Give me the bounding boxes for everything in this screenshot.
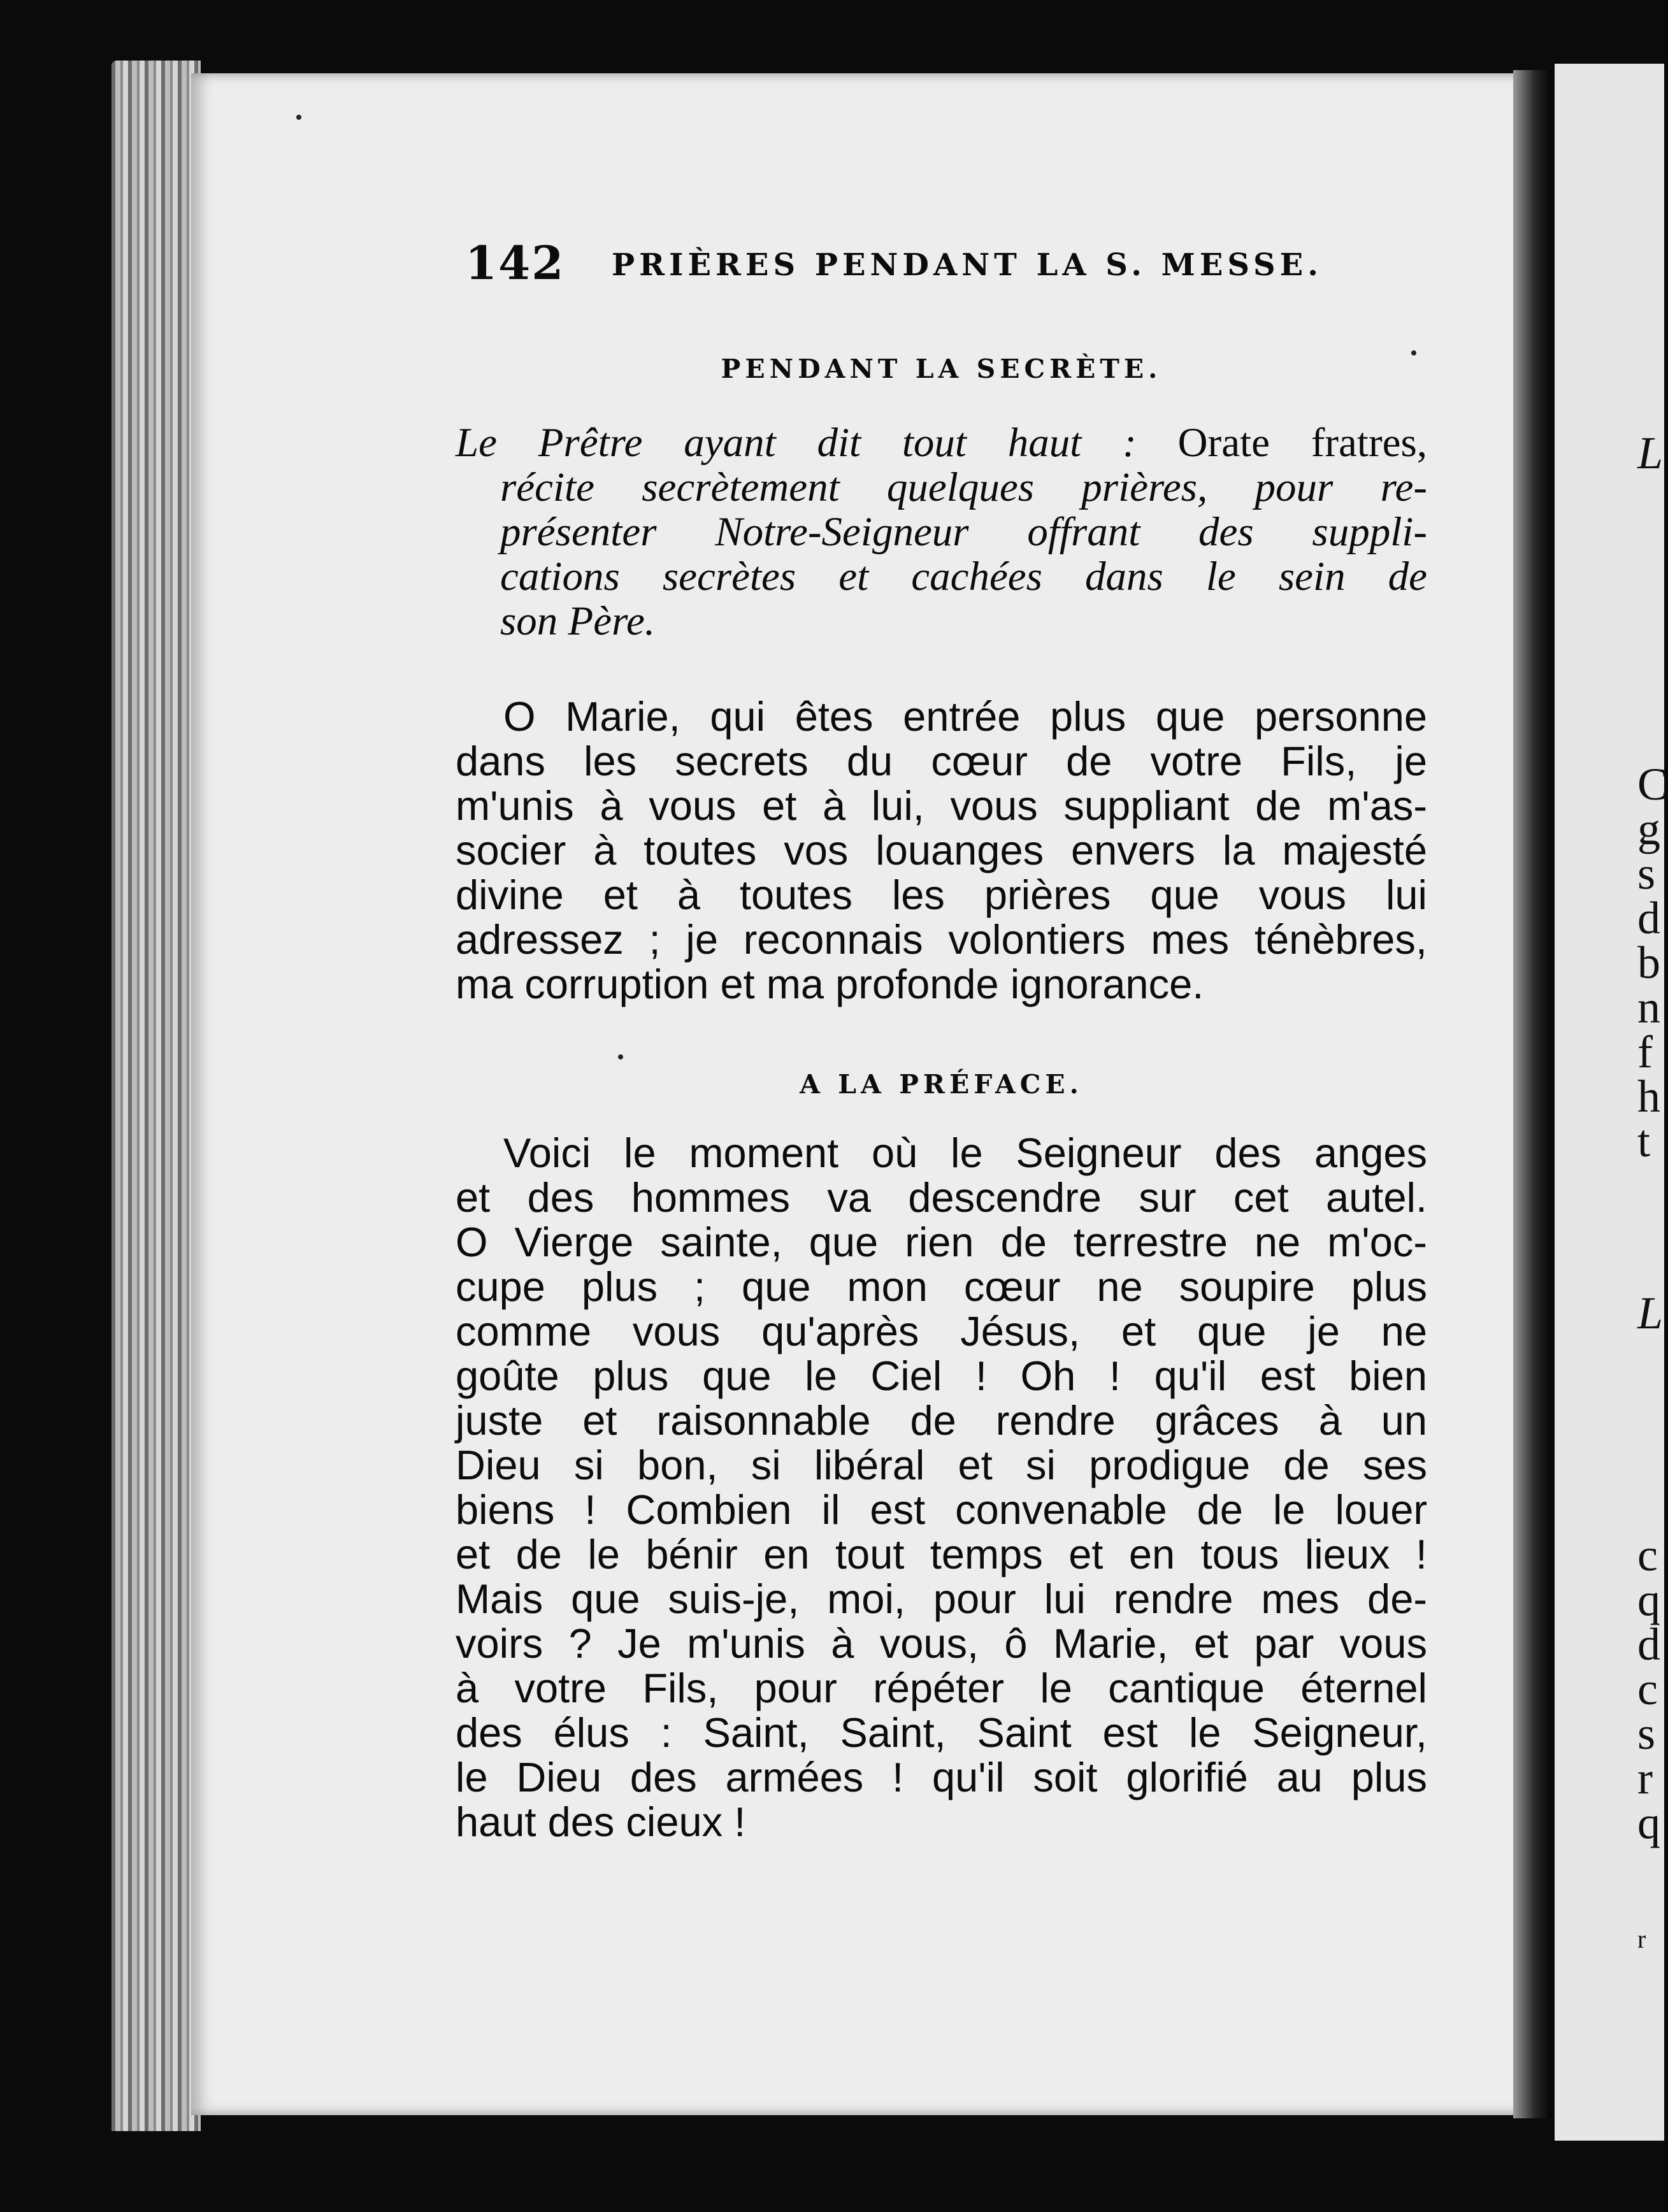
prayer-line: adressez ; je reconnais volontiers mes ténèbres,: [456, 916, 1427, 963]
prayer-line: cupe plus ; que mon cœur ne soupire plus: [456, 1263, 1427, 1310]
section-heading-secrete: PENDANT LA SECRÈTE.: [721, 354, 1162, 384]
facing-letter: c: [1637, 1530, 1658, 1581]
rubric-line: récite secrètement quelques prières, pour re-: [500, 464, 1427, 510]
facing-letter: q: [1637, 1797, 1660, 1848]
facing-letter: d: [1637, 1619, 1660, 1670]
prayer-line: Dieu si bon, si libéral et si prodigue de ses: [456, 1442, 1427, 1488]
prayer-line: juste et raisonnable de rendre grâces à un: [456, 1397, 1427, 1444]
prayer-line: ma corruption et ma profonde ignorance.: [456, 961, 1204, 1007]
prayer-line: et de le bénir en tout temps et en tous lieux !: [456, 1531, 1427, 1577]
facing-letter: f: [1637, 1026, 1653, 1077]
prayer-line: à votre Fils, pour répéter le cantique éternel: [456, 1665, 1427, 1711]
prayer-line: haut des cieux !: [456, 1799, 746, 1845]
page-number: 142: [465, 236, 565, 290]
prayer-secrete: [456, 694, 1427, 1007]
facing-letter: q: [1637, 1574, 1660, 1625]
rubric-roman: Orate fratres,: [1177, 420, 1427, 466]
prayer-line: goûte plus que le Ciel ! Oh ! qu'il est bien: [456, 1353, 1427, 1399]
facing-letter: r: [1637, 1925, 1646, 1953]
prayer-line: voirs ? Je m'unis à vous, ô Marie, et par vous: [456, 1620, 1427, 1667]
rubric-italic: Le Prêtre ayant dit tout haut :: [456, 420, 1178, 466]
prayer-line: O Marie, qui êtes entrée plus que personne: [503, 693, 1427, 740]
prayer-line: socier à toutes vos louanges envers la majesté: [456, 827, 1427, 873]
ink-speck: [618, 1054, 623, 1059]
prayer-line: Voici le moment où le Seigneur des anges: [503, 1130, 1427, 1176]
facing-letter: t: [1637, 1116, 1651, 1167]
prayer-line: O Vierge sainte, que rien de terrestre ne m'oc-: [456, 1219, 1427, 1265]
ink-speck: [296, 115, 301, 120]
prayer-line: dans les secrets du cœur de votre Fils, je: [456, 738, 1427, 784]
prayer-line: divine et à toutes les prières que vous lui: [456, 872, 1427, 918]
running-head: [456, 236, 1427, 293]
facing-letter: h: [1637, 1071, 1660, 1122]
rubric-line: cations secrètes et cachées dans le sein de: [500, 554, 1427, 600]
facing-letter: c: [1637, 1663, 1658, 1714]
prayer-line: des élus : Saint, Saint, Saint est le Seigneur,: [456, 1709, 1427, 1756]
facing-page-fragment: [1555, 64, 1668, 2141]
prayer-line: comme vous qu'après Jésus, et que je ne: [456, 1308, 1427, 1354]
rubric-line: [456, 420, 1427, 465]
rubric-line: présenter Notre-Seigneur offrant des suppli-: [500, 509, 1427, 555]
rubric-line: son Père.: [500, 598, 656, 644]
running-title: PRIÈRES PENDANT LA S. MESSE.: [612, 247, 1323, 283]
facing-letter: r: [1637, 1753, 1653, 1804]
page-edges: [111, 61, 201, 2131]
prayer-line: Mais que suis-je, moi, pour lui rendre mes de-: [456, 1576, 1427, 1622]
section-heading-preface: A LA PRÉFACE.: [800, 1069, 1083, 1100]
ink-speck: [1411, 350, 1416, 356]
prayer-line: et des hommes va descendre sur cet autel.: [456, 1174, 1427, 1221]
prayer-preface: [456, 1131, 1427, 1844]
facing-letter: L: [1637, 427, 1664, 478]
rubric-instruction: [456, 420, 1427, 643]
prayer-line: biens ! Combien il est convenable de le louer: [456, 1486, 1427, 1533]
facing-letter: n: [1637, 982, 1660, 1033]
facing-letter: L: [1637, 1288, 1664, 1339]
prayer-line: le Dieu des armées ! qu'il soit glorifié au plus: [456, 1754, 1427, 1800]
prayer-line: m'unis à vous et à lui, vous suppliant de m'as-: [456, 782, 1427, 829]
facing-letter: s: [1637, 1708, 1656, 1759]
facing-letter: s: [1637, 848, 1656, 899]
facing-letter: C: [1637, 759, 1668, 810]
facing-letter: d: [1637, 893, 1660, 944]
facing-letter: b: [1637, 937, 1660, 988]
gutter-shadow: [1513, 70, 1551, 2118]
facing-letter: g: [1637, 803, 1660, 854]
